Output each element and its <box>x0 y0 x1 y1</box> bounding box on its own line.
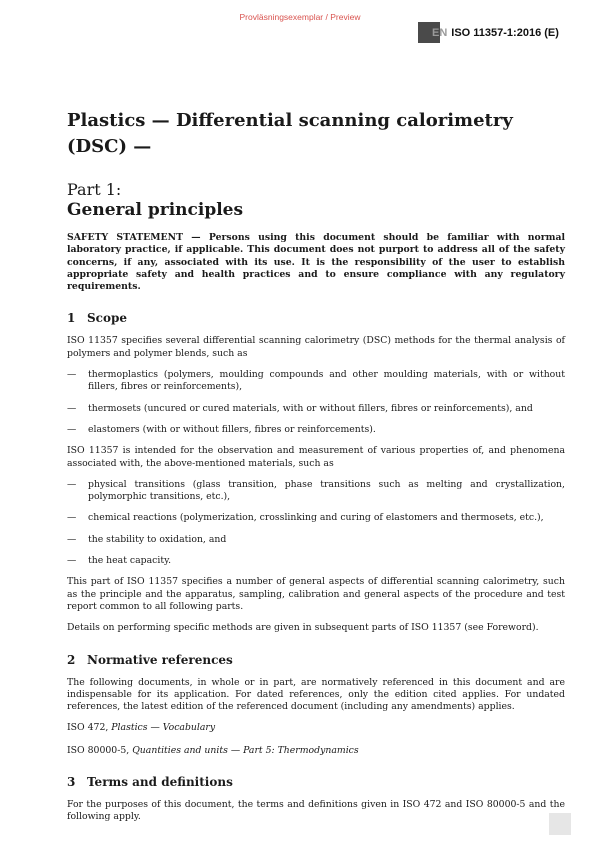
normative-paragraph: The following documents, in whole or in part, are normatively referenced in this document and are indispensable for its application. For dated references, only the edition cited applies. For undated references, the latest edition of the referenced document (including any amendments) applies. <box>67 676 565 713</box>
section-heading-terms: 3 Terms and definitions <box>67 775 233 790</box>
document-title: Plastics — Differential scanning calorimetry (DSC) — <box>67 110 513 157</box>
list-item: — chemical reactions (polymerization, crosslinking and curing of elastomers and thermosets, etc.), <box>67 512 544 524</box>
list-item: — the stability to oxidation, and <box>67 533 227 545</box>
scope-paragraph-3: This part of ISO 11357 specifies a number of general aspects of differential scanning calorimetry, such as the principle and the apparatus, sampling, calibration and general aspects of the procedure and test report common to all following parts. <box>67 576 565 612</box>
reference-iso-472: ISO 472, Plastics — Vocabulary <box>67 722 216 734</box>
part-label: Part 1: <box>67 180 122 199</box>
scope-paragraph-4: Details on performing specific methods are given in subsequent parts of ISO 11357 (see Foreword). <box>67 622 539 634</box>
reference-iso-80000-5: ISO 80000-5, Quantities and units — Part 5: Thermodynamics <box>67 744 359 756</box>
list-item: — the heat capacity. <box>67 555 172 567</box>
header-document-id: ISO 11357-1:2016 (E) <box>451 26 559 39</box>
preview-watermark: Provläsningsexemplar / Preview <box>239 12 361 22</box>
document-header <box>418 22 559 43</box>
terms-paragraph: For the purposes of this document, the terms and definitions given in ISO 472 and ISO 80000-5 and the following apply. <box>67 799 565 823</box>
list-item: — thermosets (uncured or cured materials, with or without fillers, fibres or reinforcements), and <box>67 402 533 414</box>
document-subtitle: General principles <box>67 200 244 220</box>
scope-paragraph-1: ISO 11357 specifies several differential scanning calorimetry (DSC) methods for the thermal analysis of polymers and polymer blends, such as <box>67 335 565 359</box>
page-content <box>67 108 565 833</box>
section-heading-scope: 1 Scope <box>67 311 128 326</box>
section-heading-normative-references: 2 Normative references <box>67 652 233 667</box>
header-language: EN <box>432 26 448 39</box>
list-item: — physical transitions (glass transition, phase transitions such as melting and crystallization, polymorphic transitions, etc.), <box>67 478 565 503</box>
safety-statement: SAFETY STATEMENT — Persons using this document should be familiar with normal laboratory practice, if applicable. This document does not purport to address all of the safety concerns, if any, associated with its use. It is the responsibility of the user to establish appropriate safety and health practices and to ensure compliance with any regulatory requirements. <box>67 232 565 293</box>
scope-paragraph-2: ISO 11357 is intended for the observation and measurement of various properties of, and phenomena associated with, the above-mentioned materials, such as <box>67 445 565 469</box>
list-item: — elastomers (with or without fillers, fibres or reinforcements). <box>67 423 376 435</box>
page-corner-box <box>549 813 571 835</box>
list-item: — thermoplastics (polymers, moulding compounds and other moulding materials, with or without fillers, fibres or reinforcements), <box>67 369 565 393</box>
